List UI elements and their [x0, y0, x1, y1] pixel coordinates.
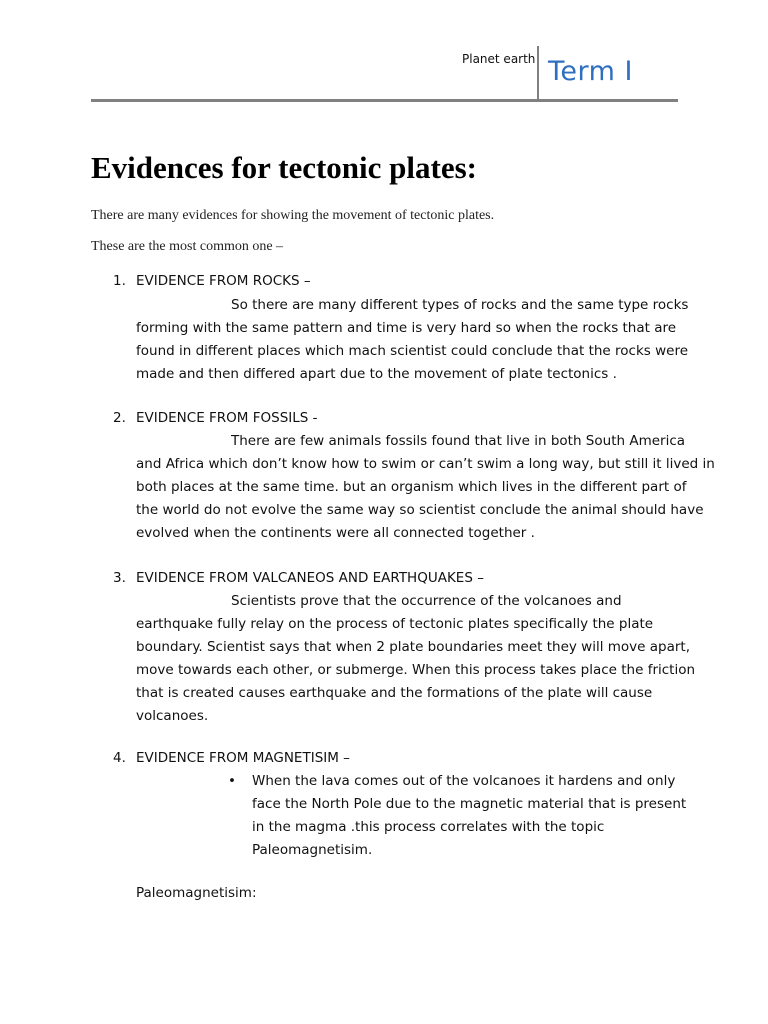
header-term: Term I: [548, 56, 633, 87]
paragraph-line: Scientists prove that the occurrence of the volcanoes and: [231, 593, 622, 609]
paragraph-line: So there are many different types of rocks and the same type rocks: [231, 297, 689, 313]
paragraph-line: move towards each other, or submerge. When this process takes place the friction: [136, 662, 696, 678]
page-title: Evidences for tectonic plates:: [91, 150, 477, 185]
bullet-line: Paleomagnetisim.: [252, 842, 373, 858]
section-heading: EVIDENCE FROM FOSSILS -: [136, 410, 318, 426]
section-heading: EVIDENCE FROM MAGNETISIM –: [136, 750, 350, 766]
paragraph-line: made and then differed apart due to the movement of plate tectonics .: [136, 366, 617, 382]
subheading-paleomagnetism: Paleomagnetisim:: [136, 885, 257, 901]
bullet-line: in the magma .this process correlates with the topic: [252, 819, 605, 835]
bullet-icon: •: [228, 773, 236, 789]
paragraph-line: boundary. Scientist says that when 2 plate boundaries meet they will move apart,: [136, 639, 691, 655]
section-number: 4.: [113, 750, 126, 766]
section-number: 2.: [113, 410, 126, 426]
paragraph-line: the world do not evolve the same way so scientist conclude the animal should have: [136, 502, 704, 518]
paragraph-line: earthquake fully relay on the process of tectonic plates specifically the plate: [136, 616, 654, 632]
paragraph-line: found in different places which mach scientist could conclude that the rocks were: [136, 343, 689, 359]
section-number: 1.: [113, 273, 126, 289]
intro-line: These are the most common one –: [91, 239, 284, 254]
paragraph-line: both places at the same time. but an organism which lives in the different part of: [136, 479, 687, 495]
paragraph-line: that is created causes earthquake and the formations of the plate will cause: [136, 685, 653, 701]
paragraph-line: volcanoes.: [136, 708, 209, 724]
section-heading: EVIDENCE FROM ROCKS –: [136, 273, 311, 289]
intro-line: There are many evidences for showing the movement of tectonic plates.: [91, 208, 495, 223]
header-subject: Planet earth: [462, 52, 536, 66]
header-rule: [91, 99, 678, 102]
section-number: 3.: [113, 570, 126, 586]
bullet-line: When the lava comes out of the volcanoes it hardens and only: [252, 773, 676, 789]
paragraph-line: and Africa which don’t know how to swim or can’t swim a long way, but still it lived in: [136, 456, 715, 472]
bullet-line: face the North Pole due to the magnetic material that is present: [252, 796, 687, 812]
paragraph-line: evolved when the continents were all connected together .: [136, 525, 535, 541]
header-divider: [537, 46, 539, 100]
paragraph-line: There are few animals fossils found that live in both South America: [231, 433, 686, 449]
section-heading: EVIDENCE FROM VALCANEOS AND EARTHQUAKES –: [136, 570, 484, 586]
paragraph-line: forming with the same pattern and time is very hard so when the rocks that are: [136, 320, 677, 336]
